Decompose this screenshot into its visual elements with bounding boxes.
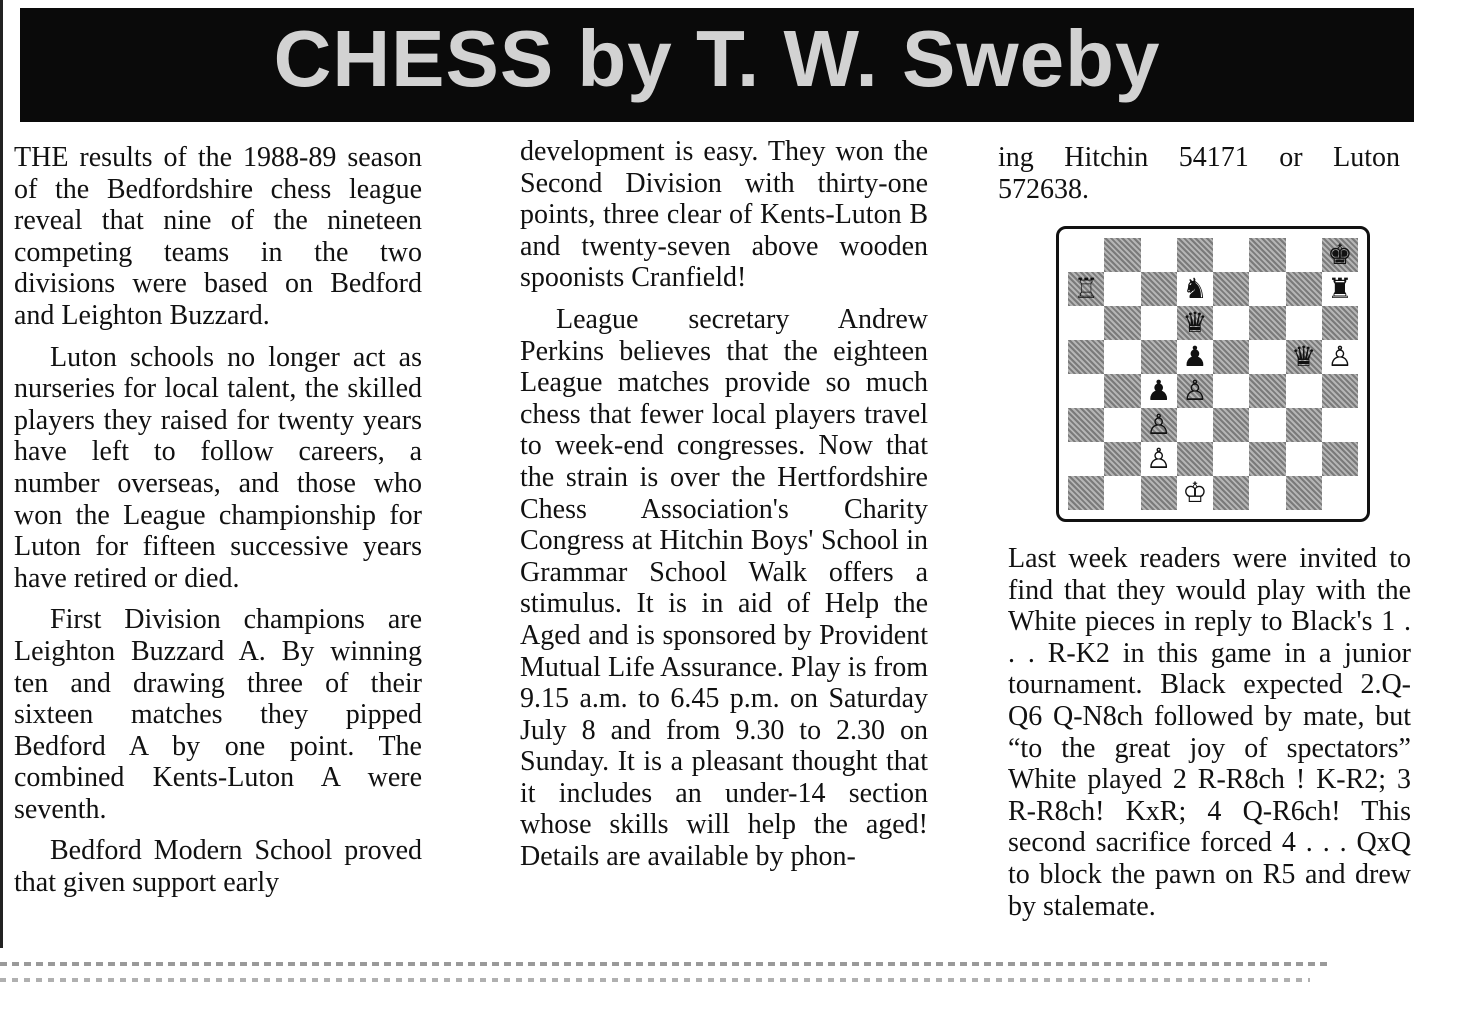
board-square bbox=[1177, 374, 1213, 408]
board-square bbox=[1104, 476, 1140, 510]
board-square bbox=[1141, 272, 1177, 306]
board-square bbox=[1141, 374, 1177, 408]
board-square bbox=[1177, 306, 1213, 340]
board-square bbox=[1213, 442, 1249, 476]
board-square bbox=[1104, 442, 1140, 476]
article-column-3-top bbox=[998, 142, 1400, 205]
paragraph: ing Hitchin 54171 or Luton 572638. bbox=[998, 142, 1400, 205]
board-square bbox=[1286, 238, 1322, 272]
board-square bbox=[1141, 476, 1177, 510]
board-square bbox=[1322, 476, 1358, 510]
board-square bbox=[1104, 272, 1140, 306]
board-square bbox=[1141, 408, 1177, 442]
board-square bbox=[1177, 476, 1213, 510]
paragraph: development is easy. They won the Second Division with thirty-one points, three clear of Kents-Luton B and twenty-seven above wooden spoonists Cranfield! bbox=[520, 136, 928, 294]
board-square bbox=[1068, 272, 1104, 306]
board-square bbox=[1249, 272, 1285, 306]
black-pawn-icon: ♟ bbox=[1146, 374, 1172, 407]
board-square bbox=[1104, 306, 1140, 340]
board-square bbox=[1213, 374, 1249, 408]
board-square bbox=[1104, 408, 1140, 442]
paragraph: Luton schools no longer act as nurseries for local talent, the skilled players they raised for twenty years have left to follow careers, a number overseas, and those who won the League championship for Luton for fifteen successive years have retired or died. bbox=[14, 341, 422, 594]
board-square bbox=[1068, 374, 1104, 408]
board-square bbox=[1286, 306, 1322, 340]
board-square bbox=[1322, 238, 1358, 272]
chess-diagram bbox=[1056, 226, 1370, 522]
board-square bbox=[1286, 340, 1322, 374]
board-square bbox=[1249, 238, 1285, 272]
paragraph: Last week readers were invited to find that they would play with the White pieces in reply to Black's 1 . . . R-K2 in this game in a junior tournament. Black expected 2.Q-Q6 Q-N8ch followed by mate, but “to the great joy of spectators” White played 2 R-R8ch ! K-R2; 3 R-R8ch! KxR; 4 Q-R6ch! This second sacrifice forced 4 . . . QxQ to block the pawn on R5 and drew by stalemate. bbox=[1008, 543, 1411, 922]
paragraph: League secretary Andrew Perkins believes that the eighteen League matches provide so much chess that fewer local players travel to week-end congresses. Now that the strain is over the Hertfordshire Chess Association's Charity Congress at Hitchin Boys' School in Grammar School Walk offers a stimulus. It is in aid of Help the Aged and is sponsored by Provident Mutual Life Assurance. Play is from 9.15 a.m. to 6.45 p.m. on Saturday July 8 and from 9.30 to 2.30 on Sunday. It is a pleasant thought that it includes an under-14 section whose skills will help the aged! Details are available by phon- bbox=[520, 303, 928, 873]
masthead-banner bbox=[20, 8, 1414, 122]
board-square bbox=[1286, 374, 1322, 408]
board-square bbox=[1177, 238, 1213, 272]
board-square bbox=[1213, 340, 1249, 374]
board-square bbox=[1213, 476, 1249, 510]
board-square bbox=[1249, 442, 1285, 476]
board-square bbox=[1141, 340, 1177, 374]
board-square bbox=[1213, 272, 1249, 306]
board-square bbox=[1068, 442, 1104, 476]
board-square bbox=[1322, 340, 1358, 374]
white-rook-icon: ♖ bbox=[1073, 272, 1099, 305]
black-queen-icon: ♛ bbox=[1182, 306, 1208, 339]
board-square bbox=[1068, 238, 1104, 272]
board-square bbox=[1322, 306, 1358, 340]
board-square bbox=[1068, 340, 1104, 374]
bottom-divider bbox=[0, 962, 1330, 966]
board-square bbox=[1068, 408, 1104, 442]
white-pawn-icon: ♙ bbox=[1327, 340, 1353, 373]
black-pawn-icon: ♟ bbox=[1182, 340, 1208, 373]
board-square bbox=[1249, 374, 1285, 408]
article-column-2 bbox=[520, 136, 928, 873]
board-square bbox=[1286, 408, 1322, 442]
board-square bbox=[1177, 408, 1213, 442]
board-square bbox=[1104, 238, 1140, 272]
board-square bbox=[1104, 374, 1140, 408]
board-square bbox=[1322, 272, 1358, 306]
bottom-divider bbox=[0, 978, 1310, 982]
article-column-3-bottom bbox=[1008, 543, 1411, 922]
board-square bbox=[1249, 408, 1285, 442]
board-square bbox=[1141, 442, 1177, 476]
board-square bbox=[1213, 408, 1249, 442]
black-queen-icon: ♛ bbox=[1291, 340, 1317, 373]
board-square bbox=[1322, 442, 1358, 476]
board-square bbox=[1104, 340, 1140, 374]
board-square bbox=[1249, 306, 1285, 340]
board-square bbox=[1141, 238, 1177, 272]
board-square bbox=[1177, 442, 1213, 476]
board-square bbox=[1141, 306, 1177, 340]
paragraph: Bedford Modern School proved that given support early bbox=[14, 835, 422, 899]
board-square bbox=[1249, 340, 1285, 374]
board-square bbox=[1177, 340, 1213, 374]
article-column-1 bbox=[14, 142, 422, 899]
black-king-icon: ♚ bbox=[1327, 238, 1353, 271]
board-square bbox=[1177, 272, 1213, 306]
white-king-icon: ♔ bbox=[1182, 476, 1208, 509]
board-square bbox=[1068, 476, 1104, 510]
board-square bbox=[1249, 476, 1285, 510]
board-square bbox=[1068, 306, 1104, 340]
chess-board bbox=[1068, 238, 1358, 510]
white-pawn-icon: ♙ bbox=[1146, 408, 1172, 441]
board-square bbox=[1286, 476, 1322, 510]
left-column-rule bbox=[0, 0, 3, 948]
black-rook-icon: ♜ bbox=[1327, 272, 1353, 305]
board-square bbox=[1322, 374, 1358, 408]
board-square bbox=[1213, 238, 1249, 272]
board-square bbox=[1213, 306, 1249, 340]
board-square bbox=[1286, 442, 1322, 476]
column-title: CHESS by T. W. Sweby bbox=[273, 14, 1161, 103]
board-square bbox=[1286, 272, 1322, 306]
board-square bbox=[1322, 408, 1358, 442]
paragraph: First Division champions are Leighton Buzzard A. By winning ten and drawing three of their sixteen matches they pipped Bedford A by one point. The combined Kents-Luton A were seventh. bbox=[14, 604, 422, 825]
black-knight-icon: ♞ bbox=[1182, 272, 1208, 305]
paragraph: THE results of the 1988-89 season of the Bedfordshire chess league reveal that nine of the nineteen competing teams in the two divisions were based on Bedford and Leighton Buzzard. bbox=[14, 142, 422, 331]
white-pawn-icon: ♙ bbox=[1146, 442, 1172, 475]
white-pawn-icon: ♙ bbox=[1182, 374, 1208, 407]
